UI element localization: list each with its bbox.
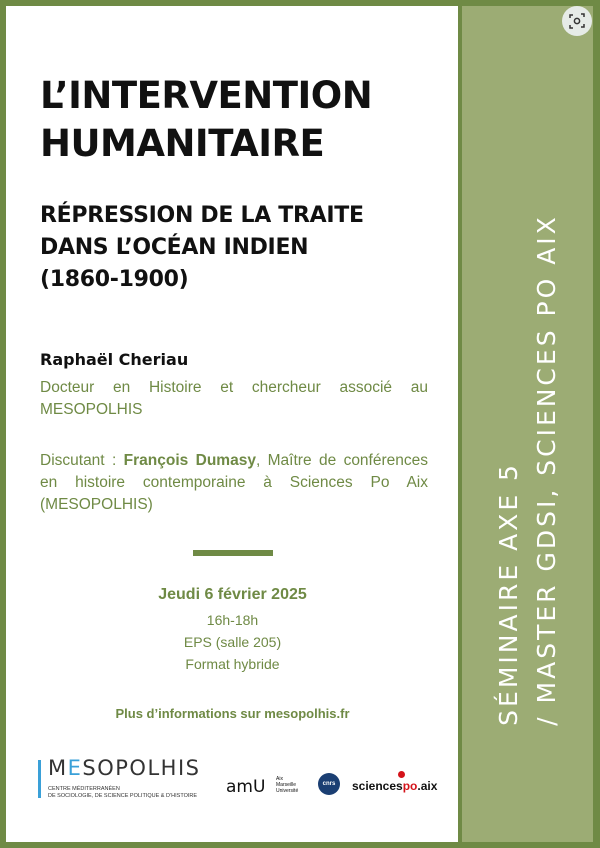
sciencespo-aix-logo: sciencespo.aix bbox=[352, 779, 438, 793]
divider bbox=[193, 550, 273, 556]
amu-logo: amU bbox=[226, 777, 266, 797]
poster-subtitle bbox=[40, 200, 440, 296]
speaker-role: Docteur en Histoire et chercheur associé au MESOPOLHIS bbox=[40, 379, 428, 418]
discussant-label: Discutant : bbox=[40, 452, 124, 469]
scan-text-icon bbox=[569, 13, 585, 29]
subtitle-line-1: RÉPRESSION DE LA TRAITE bbox=[40, 203, 364, 228]
mesopolhis-logo-subtitle: CENTRE MÉDITERRANÉEN DE SOCIOLOGIE, DE SCIENCE POLITIQUE & D’HISTOIRE bbox=[48, 786, 198, 799]
side-band-line-2: / MASTER GDSI, SCIENCES PO AIX bbox=[532, 214, 561, 726]
visual-search-button[interactable] bbox=[562, 6, 592, 36]
event-format: Format hybride bbox=[185, 656, 280, 672]
discussant-name: François Dumasy bbox=[123, 452, 256, 469]
more-info-link[interactable]: Plus d’informations sur mesopolhis.fr bbox=[115, 706, 350, 721]
event-date: Jeudi 6 février 2025 bbox=[158, 586, 307, 603]
discussant bbox=[40, 450, 428, 516]
sciencespo-logo-mark bbox=[398, 771, 405, 778]
title-line-1: L’INTERVENTION bbox=[40, 74, 373, 117]
subtitle-line-3: (1860-1900) bbox=[40, 267, 189, 292]
speaker-name: Raphaël Cheriau bbox=[40, 350, 189, 369]
event-time: 16h-18h bbox=[206, 612, 259, 628]
cnrs-logo: cnrs bbox=[318, 773, 340, 795]
mesopolhis-logo-bar bbox=[38, 760, 41, 798]
event-room: EPS (salle 205) bbox=[183, 634, 282, 650]
amu-logo-subtitle: Aix Marseille Université bbox=[276, 776, 299, 794]
subtitle-line-2: DANS L’OCÉAN INDIEN bbox=[40, 235, 309, 260]
title-line-2: HUMANITAIRE bbox=[40, 122, 325, 165]
mesopolhis-logo-name: MESOPOLHIS bbox=[48, 756, 201, 780]
poster-title bbox=[40, 72, 440, 168]
discussant-role: , Maître de conférences en histoire contemporaine à Sciences Po Aix (MESOPOLHIS) bbox=[40, 452, 429, 513]
side-band-line-1: SÉMINAIRE AXE 5 bbox=[494, 462, 523, 726]
